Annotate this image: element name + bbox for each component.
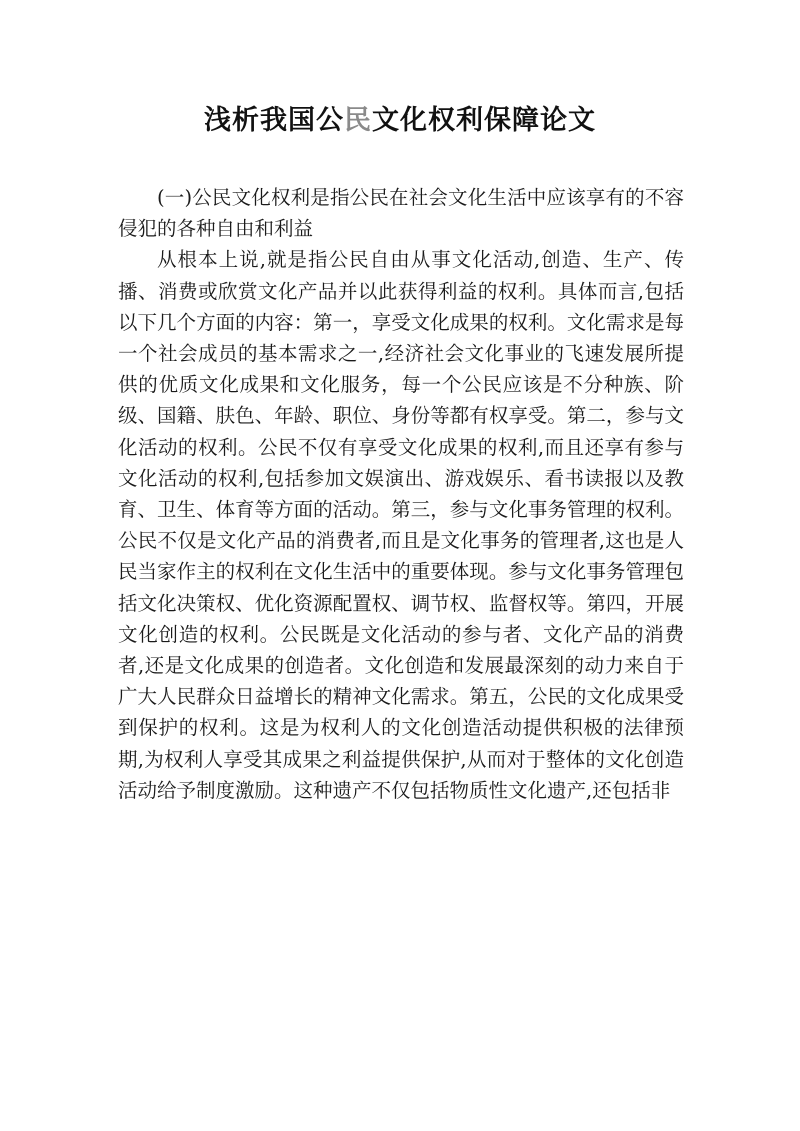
title-text-part3: 文化权利保障论文 — [372, 105, 596, 136]
section-heading-paragraph: (一)公民文化权利是指公民在社会文化生活中应该享有的不容侵犯的各种自由和利益 — [118, 186, 684, 241]
document-title — [0, 98, 800, 137]
document-body — [118, 182, 684, 806]
body-paragraph: 从根本上说,就是指公民自由从事文化活动,创造、生产、传播、消费或欣赏文化产品并以此获得利益的权利。具体而言,包括以下几个方面的内容：第一，享受文化成果的权利。文化需求是每一个社会成员的基本需求之一,经济社会文化事业的飞速发展所提供的优质文化成果和文化服务，每一个公民应该是不分种族、阶级、国籍、肤色、年龄、职位、身份等都有权享受。第二，参与文化活动的权利。公民不仅有享受文化成果的权利,而且还享有参与文化活动的权利,包括参加文娱演出、游戏娱乐、看书读报以及教育、卫生、体育等方面的活动。第三，参与文化事务管理的权利。公民不仅是文化产品的消费者,而且是文化事务的管理者,这也是人民当家作主的权利在文化生活中的重要体现。参与文化事务管理包括文化决策权、优化资源配置权、调节权、监督权等。第四，开展文化创造的权利。公民既是文化活动的参与者、文化产品的消费者,还是文化成果的创造者。文化创造和发展最深刻的动力来自于广大人民群众日益增长的精神文化需求。第五，公民的文化成果受到保护的权利。这是为权利人的文化创造活动提供积极的法律预期,为权利人享受其成果之利益提供保护,从而对于整体的文化创造活动给予制度激励。这种遗产不仅包括物质性文化遗产,还包括非 — [118, 248, 684, 802]
title-text-part2: 民 — [344, 105, 372, 136]
title-text-part1: 浅析我国公 — [204, 105, 344, 136]
